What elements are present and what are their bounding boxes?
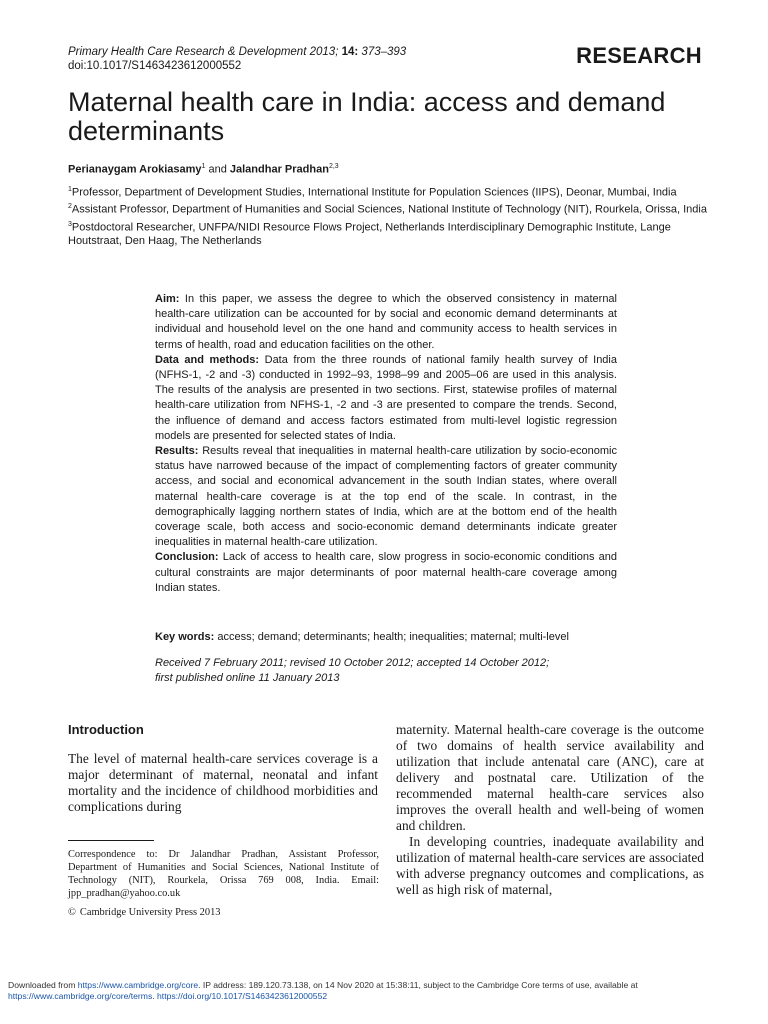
abstract-text: Lack of access to health care, slow progress in socio-economic conditions and cultural constraints are major determinants of poor maternal health-care coverage among Indian states. bbox=[155, 551, 618, 594]
author-line bbox=[68, 163, 339, 176]
dates-line: first published online 11 January 2013 bbox=[155, 672, 340, 684]
abstract-aim bbox=[155, 292, 617, 353]
affiliation bbox=[68, 200, 708, 217]
journal-pages: 373–393 bbox=[361, 46, 407, 58]
affiliation bbox=[68, 218, 708, 249]
footer-link-terms[interactable]: https://www.cambridge.org/core/terms bbox=[8, 991, 153, 1001]
footer-link-core[interactable]: https://www.cambridge.org/core bbox=[77, 980, 199, 990]
correspondence-note: Correspondence to: Dr Jalandhar Pradhan, Assistant Professor, Department of Humanities and Social Sciences, National Institute of Technology (NIT), Rourkela, Orissa 769 008, India. Email: jpp_pradhan@yahoo.co.uk bbox=[68, 849, 379, 899]
affiliation-text: Professor, Department of Development Studies, International Institute for Population Sciences (IIPS), Deonar, Mumbai, India bbox=[71, 186, 677, 199]
footer-text: . IP address: 189.120.73.138, on 14 Nov 2020 at 15:38:11, subject to the Cambridge Core terms of use, available at bbox=[198, 980, 638, 990]
right-column bbox=[396, 722, 704, 898]
author-conjunction: and bbox=[208, 163, 227, 176]
author-affiliation-marker: 1 bbox=[201, 163, 206, 170]
abstract-label: Results: bbox=[155, 445, 199, 458]
doi: doi:10.1017/S1463423612000552 bbox=[68, 60, 242, 72]
copyright-text: Cambridge University Press 2013 bbox=[79, 907, 221, 918]
footnote-divider bbox=[68, 840, 154, 841]
section-label: RESEARCH bbox=[576, 43, 702, 68]
journal-volume: 14: bbox=[341, 46, 359, 58]
copyright-icon: © bbox=[68, 907, 76, 918]
section-heading-introduction: Introduction bbox=[68, 722, 144, 737]
affiliation-number: 2 bbox=[68, 203, 72, 211]
footer-link-doi[interactable]: https://doi.org/10.1017/S1463423612000552 bbox=[157, 991, 328, 1001]
author-name: Jalandhar Pradhan bbox=[229, 163, 329, 176]
abstract-label: Data and methods: bbox=[155, 353, 260, 366]
keywords-text: access; demand; determinants; health; inequalities; maternal; multi-level bbox=[217, 631, 569, 643]
affiliation-number: 1 bbox=[68, 186, 72, 193]
abstract-conclusion bbox=[155, 550, 617, 596]
left-column bbox=[68, 722, 378, 815]
affiliation-text: Assistant Professor, Department of Humanities and Social Sciences, National Institute of Technology (NIT), Rourkela, Orissa, India bbox=[71, 203, 707, 216]
affiliations bbox=[68, 183, 708, 248]
abstract-label: Conclusion: bbox=[155, 551, 219, 564]
journal-citation bbox=[68, 45, 406, 59]
publication-dates bbox=[155, 656, 635, 686]
footer-text: Downloaded from bbox=[8, 980, 76, 990]
author-affiliation-marker: 2,3 bbox=[328, 163, 339, 170]
affiliation-number: 3 bbox=[68, 220, 72, 228]
paper-title: Maternal health care in India: access and demand determinants bbox=[68, 87, 666, 146]
keywords-label: Key words: bbox=[155, 631, 215, 643]
abstract-label: Aim: bbox=[155, 293, 180, 305]
abstract-methods bbox=[155, 353, 617, 444]
download-footer bbox=[8, 980, 760, 1002]
abstract bbox=[155, 292, 617, 596]
keywords bbox=[155, 631, 635, 643]
abstract-text: Results reveal that inequalities in maternal health-care utilization by socio-economic status have narrowed because of the impact of complementing factors of greater community access, and social and economical advancement in the south Indian states, where overall maternal health-care coverage is at the top end of the scale. In contrast, in the demographically lagging northern states of India, which are at the bottom end of the health coverage scale, both access and socio-economic demand determinants indicate greater inequalities in maternal health-care utilization. bbox=[155, 445, 617, 549]
dates-line: Received 7 February 2011; revised 10 October 2012; accepted 14 October 2012; bbox=[155, 657, 550, 669]
journal-year: 2013; bbox=[309, 46, 339, 58]
copyright-notice bbox=[68, 907, 220, 918]
abstract-text: In this paper, we assess the degree to which the observed consistency in maternal health-care utilization can be accounted for by social and economic demand determinants at individual and household level on the one hand and community access to health services in terms of health, road and education facilities on the other. bbox=[155, 293, 617, 351]
abstract-text: Data from the three rounds of national family health survey of India (NFHS-1, -2 and -3) conducted in 1992–93, 1998–99 and 2005–06 are used in this analysis. The results of the analysis are presented in two sections. First, statewise profiles of maternal health-care utilization from NFHS-1, -2 and -3 are presented to compare the trends. Second, the influence of demand and access factors estimated from multi-level logistic regression models are presented for selected states of India. bbox=[155, 353, 617, 442]
body-paragraph: In developing countries, inadequate availability and utilization of maternal health-care services are associated with adverse pregnancy outcomes and complications, as well as high risk of maternal, bbox=[396, 834, 704, 897]
abstract-results bbox=[155, 444, 617, 550]
body-paragraph: The level of maternal health-care services coverage is a major determinant of maternal, neonatal and infant mortality and the incidence of childhood morbidities and complications during bbox=[68, 751, 378, 814]
author-name: Perianaygam Arokiasamy bbox=[68, 163, 202, 176]
body-paragraph: maternity. Maternal health-care coverage is the outcome of two domains of health service availability and utilization that include antenatal care (ANC), care at delivery and postnatal care. Utilization of the recommended maternal health-care services also improves the overall health and well-being of women and children. bbox=[396, 722, 704, 833]
footer-separator: . bbox=[152, 991, 155, 1001]
journal-name: Primary Health Care Research & Development bbox=[68, 46, 307, 58]
affiliation bbox=[68, 183, 708, 200]
affiliation-text: Postdoctoral Researcher, UNFPA/NIDI Resource Flows Project, Netherlands Interdisciplinary Demographic Institute, Lange Houtstraat, Den Haag, The Netherlands bbox=[68, 221, 671, 247]
